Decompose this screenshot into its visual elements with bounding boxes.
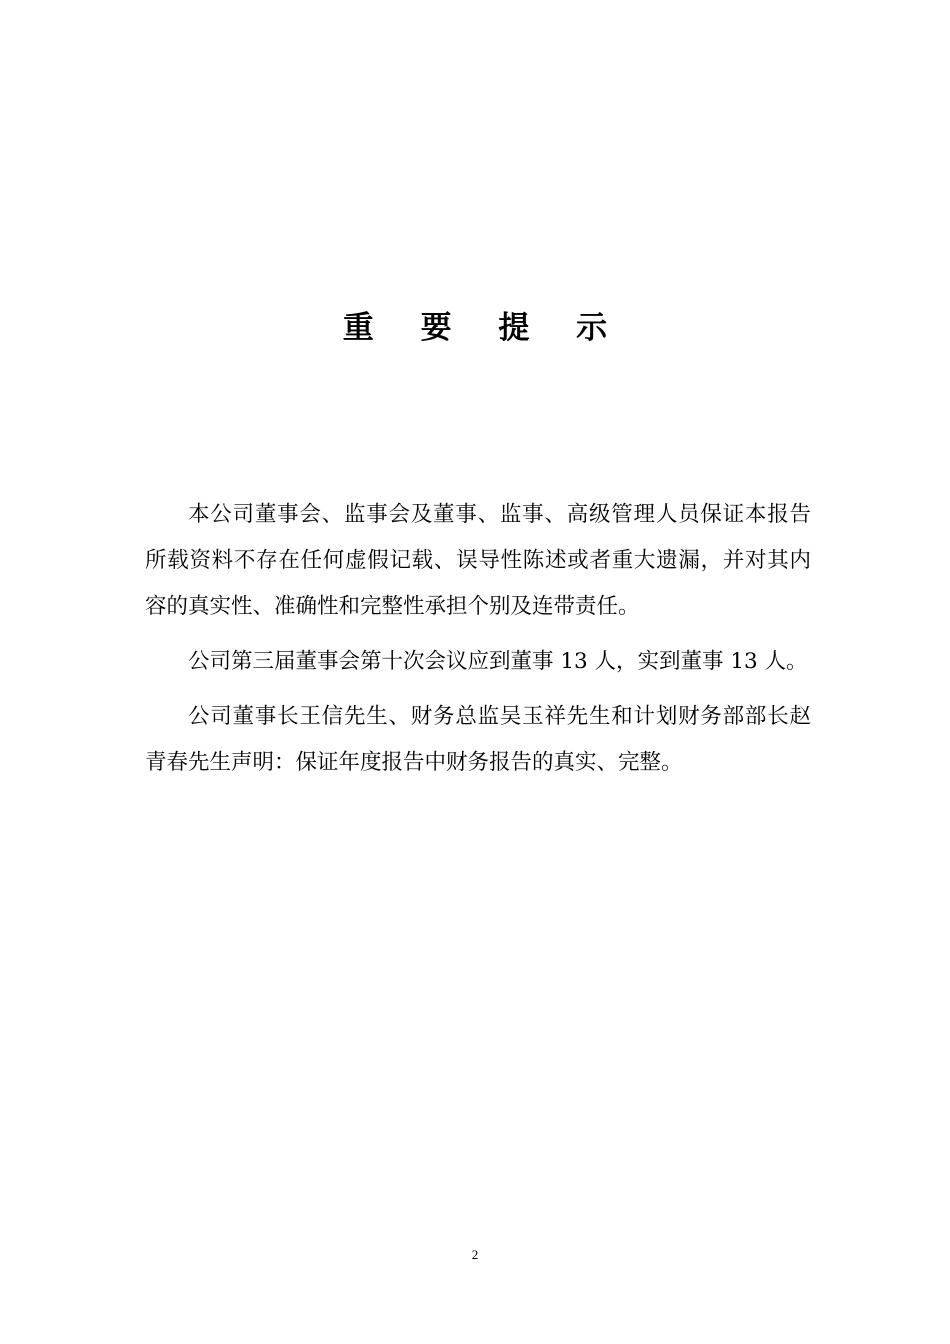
notice-body <box>145 492 811 795</box>
paragraph-responsibility-statement: 本公司董事会、监事会及董事、监事、高级管理人员保证本报告所载资料不存在任何虚假记载、误导性陈述或者重大遗漏，并对其内容的真实性、准确性和完整性承担个别及连带责任。 <box>145 502 811 619</box>
paragraph-board-attendance: 公司第三届董事会第十次会议应到董事 13 人，实到董事 13 人。 <box>188 649 808 674</box>
paragraph-financial-declaration: 公司董事长王信先生、财务总监吴玉祥先生和计划财务部部长赵青春先生声明：保证年度报告中财务报告的真实、完整。 <box>145 704 811 775</box>
page-title: 重 要 提 示 <box>342 310 626 346</box>
page-number: 2 <box>471 1247 479 1262</box>
